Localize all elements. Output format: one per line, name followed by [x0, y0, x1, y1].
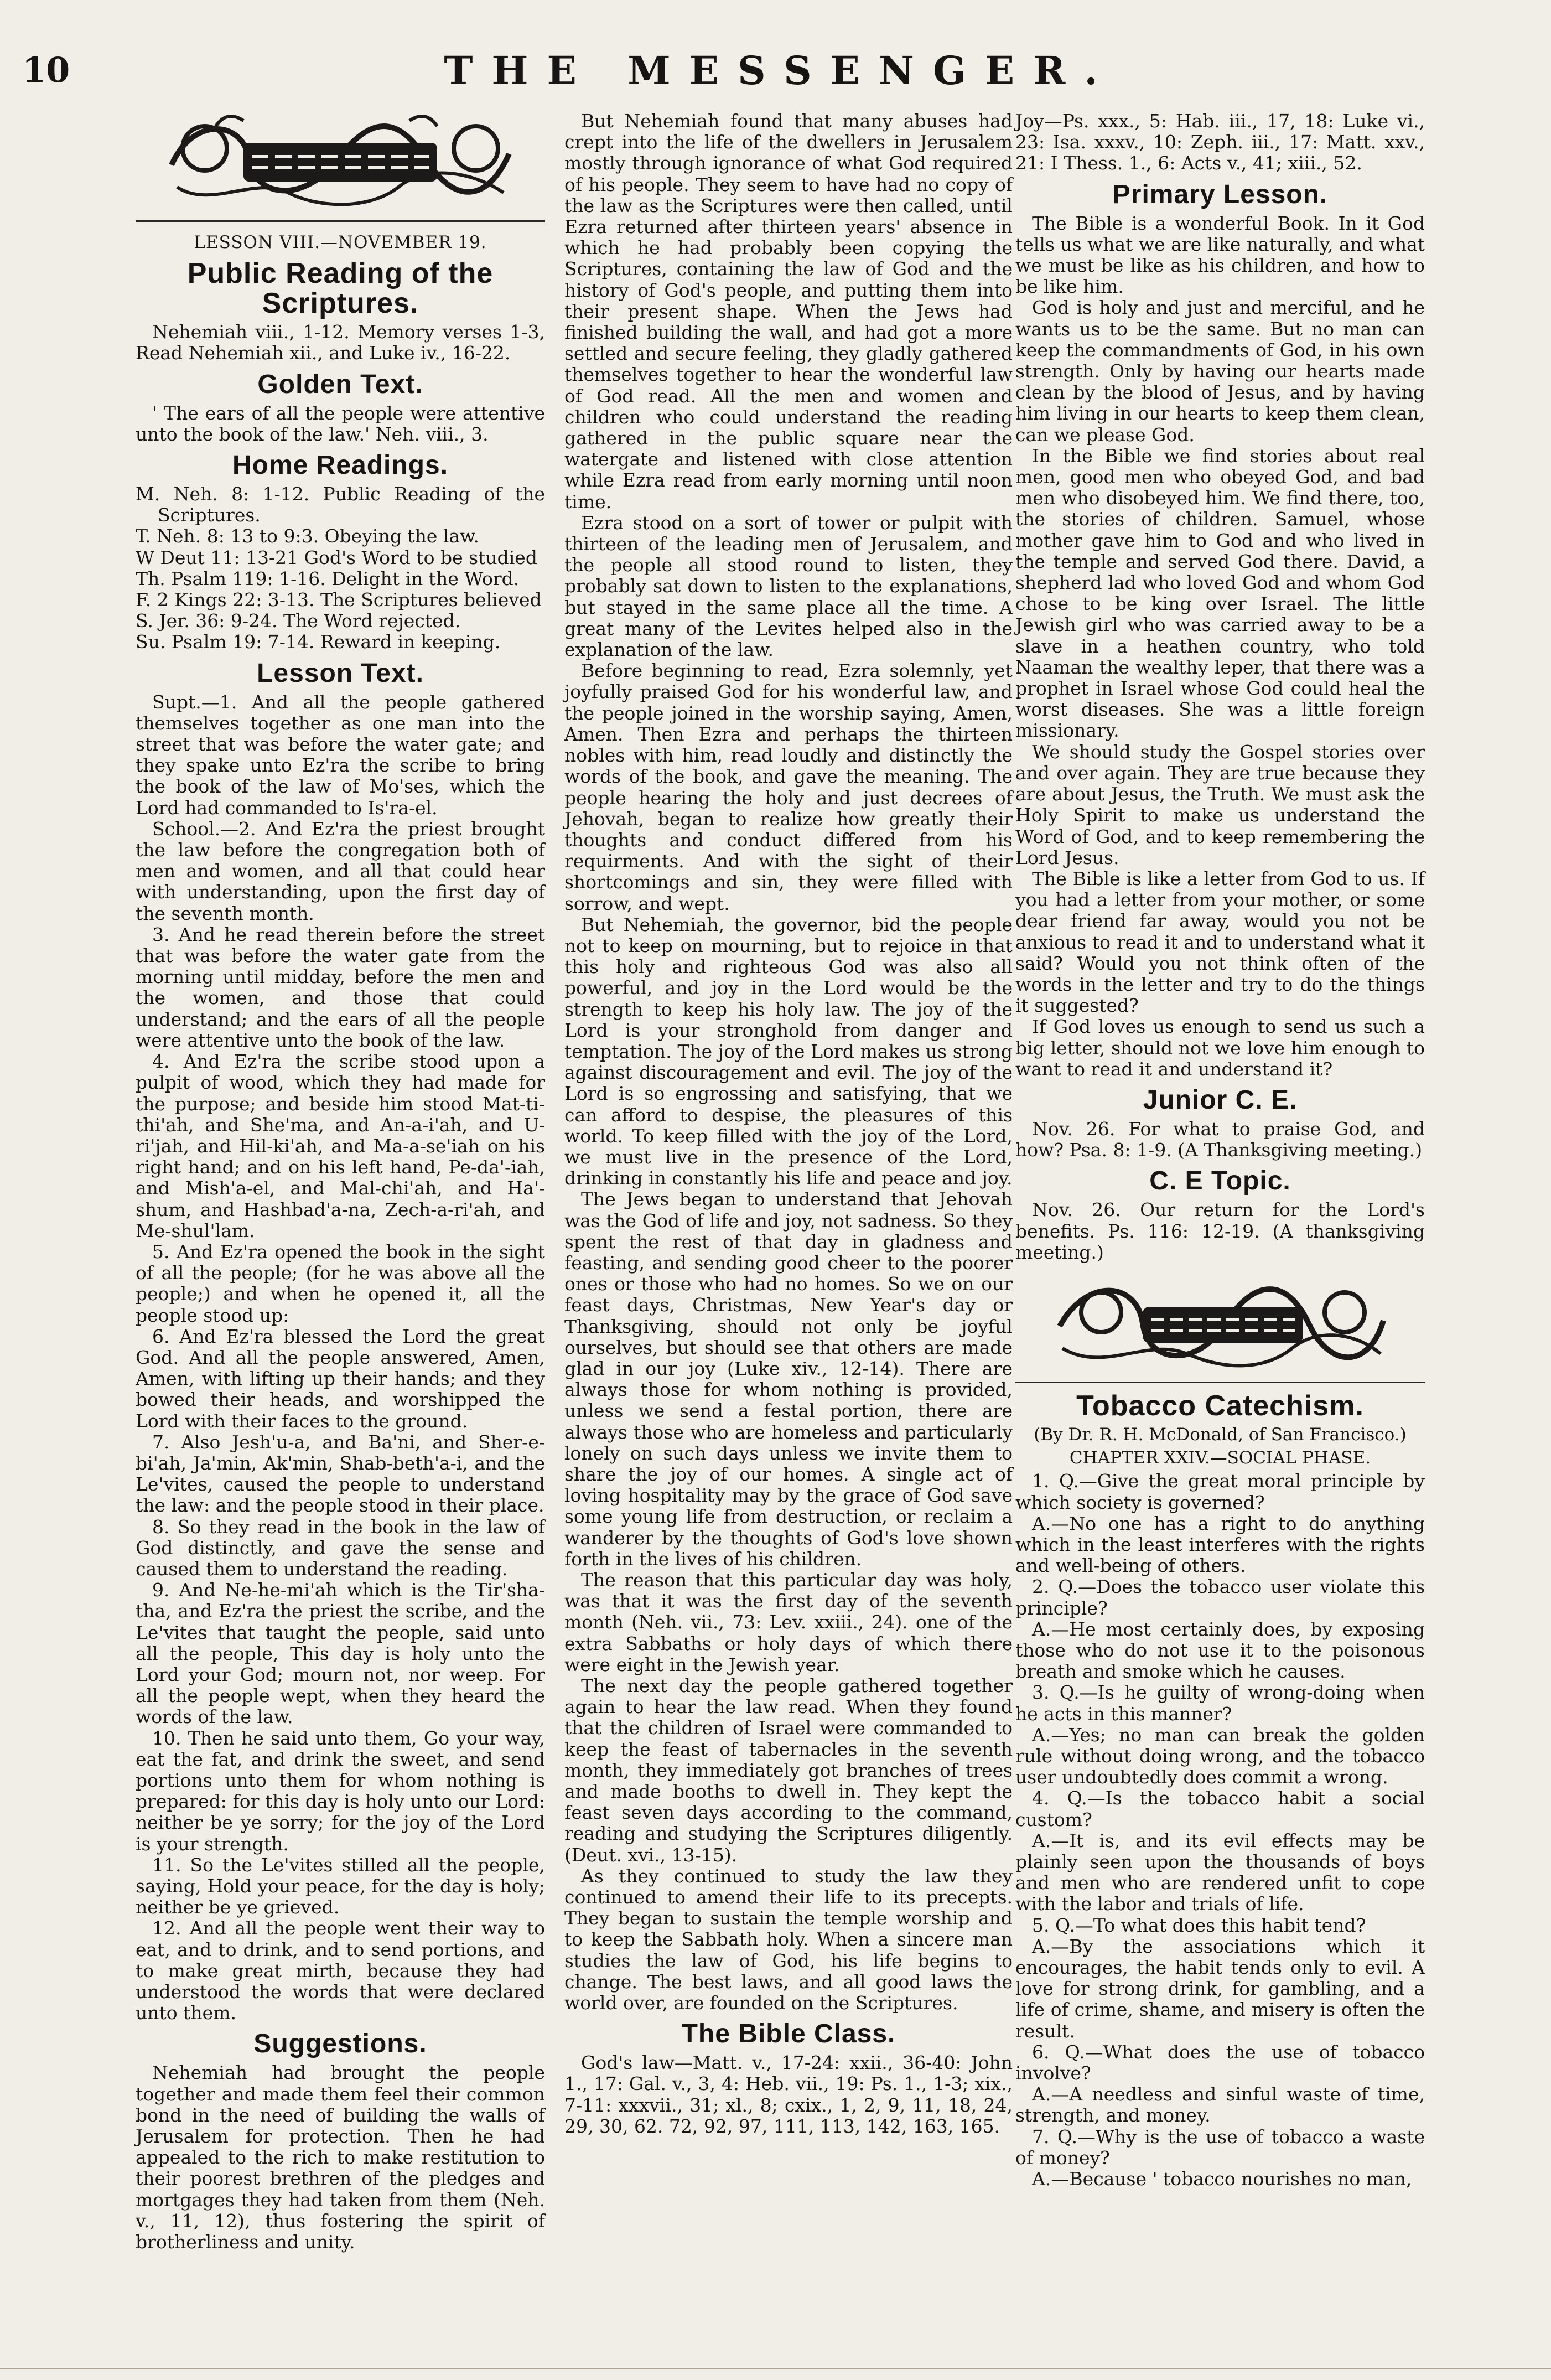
column-3: [1015, 111, 1425, 2190]
lesson-verse: 5. And Ez'ra opened the book in the sight of all the people; (for he was above all the people;) and when he opened it, all the people stood up:: [136, 1240, 545, 1326]
home-reading-item: S. Jer. 36: 9-24. The Word rejected.: [136, 610, 461, 632]
catechism-line: 6. Q.—What does the use of tobacco involve?: [1015, 2041, 1425, 2084]
catechism-line: 2. Q.—Does the tobacco user violate this principle?: [1015, 1576, 1425, 1619]
tobacco-catechism-title: Tobacco Catechism.: [1076, 1389, 1364, 1422]
catechism-line: A.—He most certainly does, by exposing those who do not use it to the poisonous breath and smoke which he causes.: [1015, 1618, 1425, 1683]
home-reading-item: T. Neh. 8: 13 to 9:3. Obeying the law.: [136, 525, 479, 547]
suggestions-heading: Suggestions.: [253, 2029, 427, 2059]
lesson-verse: 6. And Ez'ra blessed the Lord the great God. And all the people answered, Amen, Amen, with lifting up their hands; and they bowed their heads, and worshipped the Lord with their faces to the ground.: [136, 1325, 545, 1432]
home-reading-item: Th. Psalm 119: 1-16. Delight in the Word.: [136, 567, 520, 589]
lesson-verse: 8. So they read in the book in the law of God distinctly, and gave the sense and caused them to understand the reading.: [136, 1515, 545, 1580]
commentary-paragraph: The Jews began to understand that Jehovah was the God of life and joy, not sadness. So they spent the rest of that day in gladness and feasting, and sending good cheer to the poorer ones or those who had no homes. So we on our feast days, Christmas, New Year's day or Thanksgiving, should not only be joyful ourselves, but should see that others are made glad in our joy (Luke xiv., 12-14). There are always those for whom nothing is provided, unless we send a festal portion, there are always those who are homeless and particularly lonely on such days unless we invite them to share the joy of our homes. A single act of loving hospitality may by the grace of God save some young life from destruction, or reclaim a wanderer by the thoughts of God's love shown forth in the lives of his children.: [564, 1188, 1013, 1570]
home-reading-item: Su. Psalm 19: 7-14. Reward in keeping.: [136, 631, 501, 653]
commentary-paragraph: Ezra stood on a sort of tower or pulpit with thirteen of the leading men of Jerusalem, and the people all stood round to listen, they probably sat down to listen to the explanations, but stayed in the same place all the time. A great many of the Levites helped also in the explanation of the law.: [564, 511, 1013, 661]
page-header: [22, 44, 1538, 94]
commentary-paragraph: The reason that this particular day was holy, was that it was the first day of the seventh month (Neh. vii., 73: Lev. xxiii., 24). one of the extra Sabbaths or holy days of which there were eight in the Jewish year.: [564, 1569, 1013, 1675]
primary-paragraph: The Bible is a wonderful Book. In it God tells us what we are like naturally, and what we must be like as his children, and how to be like him.: [1015, 212, 1425, 298]
catechism-line: 5. Q.—To what does this habit tend?: [1032, 1914, 1366, 1936]
ce-topic-text: Nov. 26. Our return for the Lord's benefits. Ps. 116: 12-19. (A thanksgiving meeting.): [1015, 1199, 1425, 1263]
banner-rule: [1015, 1382, 1425, 1383]
primary-paragraph: The Bible is like a letter from God to us. If you had a letter from your mother, or some dear friend far away, would you not be anxious to read it and to understand what it said? Would you not think often of the words in the letter and try to do the things it suggested?: [1015, 867, 1425, 1017]
commentary-paragraph: Before beginning to read, Ezra solemnly, yet joyfully praised God for his wonderful law, and the people joined in the worship saying, Amen, Amen. Then Ezra and perhaps the thirteen nobles with him, read loudly and distinctly the words of the book, and gave the meaning. The people hearing the holy and just decrees of Jehovah, began to realize how greatly their thoughts and conduct differed from his requirments. And with the sight of their shortcomings and sin, they were filled with sorrow, and wept.: [564, 660, 1013, 914]
lesson-verse: 4. And Ez'ra the scribe stood upon a pulpit of wood, which they had made for the purpose; and beside him stood Mat-ti-thi'ah, and She'ma, and An-a-i'ah, and U-ri'jah, and Hil-ki'ah, and Ma-a-se'iah on his right hand; and on his left hand, Pe-da'-iah, and Mish'a-el, and Mal-chi'ah, and Ha'-shum, and Hashbad'a-na, Zech-a-ri'ah, and Me-shul'lam.: [136, 1051, 545, 1241]
lesson-verse: Supt.—1. And all the people gathered themselves together as one man into the street that was before the water gate; and they spake unto Ez'ra the scribe to bring the book of the law of Mo'ses, which the Lord had commanded to Is'ra-el.: [136, 691, 545, 819]
catechism-line: A.—No one has a right to do anything which in the least interferes with the rights and well-being of others.: [1015, 1512, 1425, 1577]
lesson-verse: 3. And he read therein before the street that was before the water gate from the morning until midday, before the men and the women, and those that could understand; and the ears of all the people were attentive unto the book of the law.: [136, 923, 545, 1051]
catechism-line: A.—By the associations which it encourages, the habit tends only to evil. A love for strong drink, for gambling, and a life of crime, shame, and misery is often the result.: [1015, 1935, 1425, 2042]
commentary-paragraph: The next day the people gathered together again to hear the law read. When they found that the children of Israel were commanded to keep the feast of tabernacles in the seventh month, they immediately got branches of trees and made booths to dwell in. They kept the feast seven days according to the command, reading and studying the Scriptures diligently. (Deut. xvi., 13-15).: [564, 1675, 1013, 1866]
catechism-line: A.—A needless and sinful waste of time, strength, and money.: [1015, 2083, 1425, 2127]
reading-references: Nehemiah viii., 1-12. Memory verses 1-3, Read Nehemiah xii., and Luke iv., 16-22.: [136, 321, 545, 364]
catechism-chapter: CHAPTER XXIV.—SOCIAL PHASE.: [1069, 1448, 1371, 1468]
home-reading-item: M. Neh. 8: 1-12. Public Reading of the Scriptures.: [136, 483, 545, 526]
bible-class-heading: The Bible Class.: [681, 2019, 896, 2049]
catechism-line: 7. Q.—Why is the use of tobacco a waste of money?: [1015, 2125, 1425, 2169]
lesson-verse: 12. And all the people went their way to eat, and to drink, and to send portions, and to make great mirth, because they had understood the words that were declared unto them.: [136, 1917, 545, 2024]
primary-paragraph: In the Bible we find stories about real men, good men who obeyed God, and bad men who disobeyed him. We find there, too, the stories of children. Samuel, whose mother gave him to God and who lived in the temple and served God there. David, a shepherd lad who loved God and whom God chose to be king over Israel. The little Jewish girl who was carried away to be a slave in a heathen country, who told Naaman the wealthy leper, that there was a prophet in Israel whose God could heal the worst diseases. She was a little foreign missionary.: [1015, 444, 1425, 742]
commentary-paragraph: But Nehemiah, the governor, bid the people not to keep on mourning, but to rejoice in that this holy and righteous God was also all powerful, and joy in the Lord would be the strength to keep his holy law. The joy of the Lord is your stronghold from danger and temptation. The joy of the Lord makes us strong against discouragement and evil. The joy of the Lord is so engrossing and satisfying, that we can afford to despise, the pleasures of this world. To keep filled with the joy of the Lord, we must live in the presence of the Lord, drinking in constantly his life and peace and joy.: [564, 913, 1013, 1189]
junior-ce-text: Nov. 26. For what to praise God, and how? Psa. 8: 1-9. (A Thanksgiving meeting.): [1015, 1117, 1425, 1161]
home-readings-heading: Home Readings.: [232, 451, 449, 480]
sunday-school-banner-ornament: [160, 104, 520, 215]
catechism-line: 4. Q.—Is the tobacco habit a social custom?: [1015, 1787, 1425, 1830]
lesson-text-heading: Lesson Text.: [257, 658, 424, 688]
ce-topic-heading: C. E Topic.: [1149, 1166, 1291, 1196]
catechism-line: 3. Q.—Is he guilty of wrong-doing when he acts in this manner?: [1015, 1681, 1425, 1725]
column-2: [564, 111, 1013, 2137]
banner-rule: [136, 220, 545, 222]
home-reading-item: F. 2 Kings 22: 3-13. The Scriptures believed: [136, 589, 542, 611]
page-number: 10: [22, 50, 70, 90]
primary-lesson-heading: Primary Lesson.: [1112, 179, 1328, 209]
lesson-number: LESSON VIII.—NOVEMBER 19.: [194, 232, 487, 252]
lesson-verse: 11. So the Le'vites stilled all the people, saying, Hold your peace, for the day is holy; neither be ye grieved.: [136, 1854, 545, 1918]
lesson-title: Public Reading of the Scriptures.: [187, 257, 494, 320]
page-bottom-edge: [0, 2368, 1551, 2369]
catechism-author: (By Dr. R. H. McDonald, of San Francisco.): [1034, 1424, 1407, 1445]
lesson-verse: 9. And Ne-he-mi'ah which is the Tir'sha-tha, and Ez'ra the priest the scribe, and the Le'vites that taught the people, said unto all the people, This day is holy unto the Lord your God; mourn not, nor weep. For all the people wept, when they heard the words of the law.: [136, 1579, 545, 1728]
primary-paragraph: If God loves us enough to send us such a big letter, should not we love him enough to want to read it and understand it?: [1015, 1016, 1425, 1080]
lesson-verse: 7. Also Jesh'u-a, and Ba'ni, and Sher-e-bi'ah, Ja'min, Ak'min, Shab-beth'a-i, and the Le'vites, caused the people to understand the law: and the people stood in their place.: [136, 1431, 545, 1517]
joy-references: Joy—Ps. xxx., 5: Hab. iii., 17, 18: Luke vi., 23: Isa. xxxv., 10: Zeph. iii., 17: Matt. xxv., 21: I Thess. 1., 6: Acts v., 41; xiii., 52.: [1015, 110, 1425, 174]
primary-paragraph: We should study the Gospel stories over and over again. They are true because they are about Jesus, the Truth. We must ask the Holy Spirit to make us understand the Word of God, and to keep remembering the Lord Jesus.: [1015, 741, 1425, 868]
commentary-paragraph: As they continued to study the law they continued to amend their life to its precepts. They began to sustain the temple worship and to keep the Sabbath holy. When a sincere man studies the law of God, his life begins to change. The best laws, and all good laws the world over, are founded on the Scriptures.: [564, 1865, 1013, 2014]
column-1: [136, 104, 545, 2253]
primary-paragraph: God is holy and just and merciful, and he wants us to be the same. But no man can keep the commandments of God, in his own strength. Only by having our hearts made clean by the blood of Jesus, and by having him living in our hearts to keep them clean, can we please God.: [1015, 297, 1425, 446]
lesson-verse: 10. Then he said unto them, Go your way, eat the fat, and drink the sweet, and send portions unto them for whom nothing is prepared: for this day is holy unto our Lord: neither be ye sorry; for the joy of the Lord is your strength.: [136, 1727, 545, 1855]
newspaper-title: THE MESSENGER.: [444, 48, 1117, 94]
golden-text-heading: Golden Text.: [257, 369, 423, 399]
suggestions-text: Nehemiah had brought the people together and made them feel their common bond in the need of building the walls of Jerusalem for protection. Then he had appealed to the rich to make restitution to their poorest brethren of the pledges and mortgages they had taken from them (Neh. v., 11, 12), thus fostering the spirit of brotherliness and unity.: [136, 2062, 545, 2253]
junior-ce-heading: Junior C. E.: [1143, 1085, 1298, 1115]
catechism-line: 1. Q.—Give the great moral principle by which society is governed?: [1015, 1470, 1425, 1513]
catechism-line: A.—It is, and its evil effects may be plainly seen upon the thousands of boys and men who are rendered unfit to cope with the labor and trials of life.: [1015, 1829, 1425, 1915]
temperance-banner-ornament: [1049, 1271, 1392, 1376]
commentary-paragraph: But Nehemiah found that many abuses had crept into the life of the dwellers in Jerusalem mostly through ignorance of what God required of his people. They seem to have had no copy of the law as the Scriptures were then called, until Ezra returned after thirteen years' absence in which he had probably been copying the Scriptures, containing the law of God and the history of God's people, and putting them into their present shape. When the Jews had finished building the wall, and had got a more settled and secure feeling, they gladly gathered themselves together to hear the wonderful law of God read. All the men and women and children who could understand the reading gathered in the public square near the watergate and listened with close attention while Ezra read from early morning until noon time.: [564, 110, 1013, 513]
golden-text: ' The ears of all the people were attentive unto the book of the law.' Neh. viii., 3.: [136, 402, 545, 445]
lesson-verse: School.—2. And Ez'ra the priest brought the law before the congregation both of men and women, and all that could hear with understanding, upon the first day of the seventh month.: [136, 818, 545, 924]
catechism-line: A.—Because ' tobacco nourishes no man,: [1032, 2168, 1412, 2190]
bible-class-text: God's law—Matt. v., 17-24: xxii., 36-40: John 1., 17: Gal. v., 3, 4: Heb. vii., 19: Ps. 1., 1-3; xix., 7-11: xxxvii., 31; xl., 8; cxix., 1, 2, 9, 11, 18, 24, 29, 30, 62. 72, 92, 97, 111, 113, 142, 163, 165.: [564, 2052, 1013, 2137]
home-reading-item: W Deut 11: 13-21 God's Word to be studied: [136, 546, 537, 568]
catechism-line: A.—Yes; no man can break the golden rule without doing wrong, and the tobacco user undoubtedly does commit a wrong.: [1015, 1724, 1425, 1788]
